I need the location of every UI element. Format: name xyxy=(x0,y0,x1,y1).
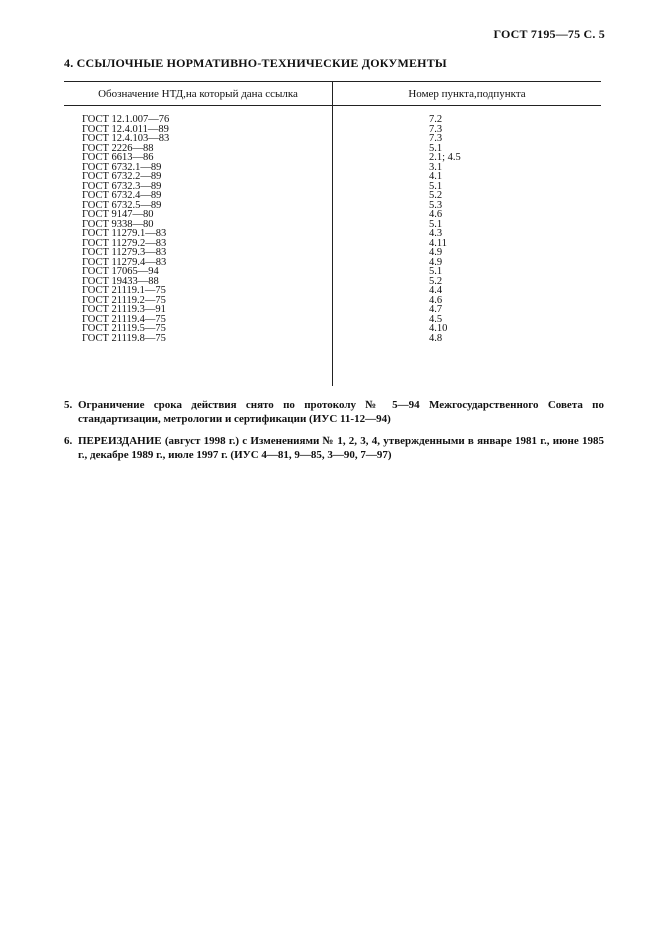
table-cell-item: 4.4 xyxy=(429,285,443,296)
table-cell-document: ГОСТ 21119.2—75 xyxy=(82,294,166,306)
table-cell-document: ГОСТ 2226—88 xyxy=(82,142,154,154)
item-column xyxy=(429,115,461,343)
table-cell-item: 5.1 xyxy=(429,218,443,230)
note-5 xyxy=(64,398,604,426)
note-text: Ограничение срока действия снято по протоколу № 5—94 Межгосударственного Совета по стандартизации, метрологии и сертификации (ИУС 11-12—94) xyxy=(78,399,604,425)
note-text: ПЕРЕИЗДАНИЕ (август 1998 г.) с Изменениями № 1, 2, 3, 4, утвержденными в январе 1981 г., июне 1985 г., декабре 1989 г., июле 1997 г. (ИУС 4—81, 9—85, 3—90, 7—97) xyxy=(78,435,604,461)
table-cell-item: 4.9 xyxy=(429,247,443,258)
table-cell-document: ГОСТ 6732.3—89 xyxy=(82,180,162,192)
table-cell-item: 3.1 xyxy=(429,161,443,173)
table-cell-document: ГОСТ 6732.5—89 xyxy=(82,199,162,211)
table-cell-document: ГОСТ 11279.3—83 xyxy=(82,247,167,258)
table-cell-item: 7.3 xyxy=(429,133,443,144)
table-cell-item: 4.3 xyxy=(429,228,443,239)
table-cell-document: ГОСТ 6732.2—89 xyxy=(82,171,162,182)
table-cell-document: ГОСТ 11279.1—83 xyxy=(82,228,167,239)
table-cell-item: 5.1 xyxy=(429,180,443,192)
column-header-item: Номер пункта,подпункта xyxy=(408,88,526,100)
table-cell-document: ГОСТ 21119.8—75 xyxy=(82,332,166,344)
table-cell-document: ГОСТ 9338—80 xyxy=(82,218,154,230)
table-cell-document: ГОСТ 11279.4—83 xyxy=(82,256,167,268)
table-cell-document: ГОСТ 6613—86 xyxy=(82,152,154,163)
table-cell-item: 5.2 xyxy=(429,275,443,287)
table-cell-document: ГОСТ 12.1.007—76 xyxy=(82,114,170,125)
table-cell-item: 4.8 xyxy=(429,332,443,344)
table-column-divider xyxy=(332,81,333,386)
table-cell-document: ГОСТ 17065—94 xyxy=(82,266,159,277)
table-cell-item: 4.6 xyxy=(429,209,443,220)
table-cell-item: 4.9 xyxy=(429,256,443,268)
table-cell-document: ГОСТ 6732.1—89 xyxy=(82,161,162,173)
table-cell-item: 5.1 xyxy=(429,142,443,154)
table-cell-document: ГОСТ 21119.3—91 xyxy=(82,304,166,315)
table-cell-document: ГОСТ 6732.4—89 xyxy=(82,190,162,201)
table-cell-item: 5.1 xyxy=(429,266,443,277)
note-number: 5. xyxy=(64,399,73,411)
table-cell-item: 7.2 xyxy=(429,114,443,125)
page-header: ГОСТ 7195—75 С. 5 xyxy=(493,27,605,41)
note-number: 6. xyxy=(64,435,73,447)
document-column xyxy=(82,115,169,343)
table-cell-item: 4.1 xyxy=(429,171,443,182)
table-cell-item: 2.1; 4.5 xyxy=(429,152,461,163)
table-cell-document: ГОСТ 21119.5—75 xyxy=(82,323,166,334)
table-cell-item: 7.3 xyxy=(429,123,443,135)
table-cell-item: 4.5 xyxy=(429,313,443,325)
table-cell-document: ГОСТ 12.4.103—83 xyxy=(82,133,170,144)
table-cell-document: ГОСТ 12.4.011—89 xyxy=(82,123,169,135)
table-cell-document: ГОСТ 21119.4—75 xyxy=(82,313,166,325)
column-header-document: Обозначение НТД,на который дана ссылка xyxy=(98,88,298,100)
table-cell-item: 4.6 xyxy=(429,294,443,306)
table-cell-item: 4.11 xyxy=(429,237,447,249)
table-cell-item: 4.10 xyxy=(429,323,448,334)
section-title: 4. ССЫЛОЧНЫЕ НОРМАТИВНО-ТЕХНИЧЕСКИЕ ДОКУМЕНТЫ xyxy=(64,56,447,70)
table-cell-item: 5.3 xyxy=(429,199,443,211)
table-cell-document: ГОСТ 9147—80 xyxy=(82,209,154,220)
table-cell-document: ГОСТ 21119.1—75 xyxy=(82,285,166,296)
table-cell-item: 5.2 xyxy=(429,190,443,201)
references-table xyxy=(64,81,601,386)
table-cell-document: ГОСТ 19433—88 xyxy=(82,275,159,287)
table-cell-document: ГОСТ 11279.2—83 xyxy=(82,237,167,249)
note-6 xyxy=(64,434,604,462)
table-cell-item: 4.7 xyxy=(429,304,443,315)
